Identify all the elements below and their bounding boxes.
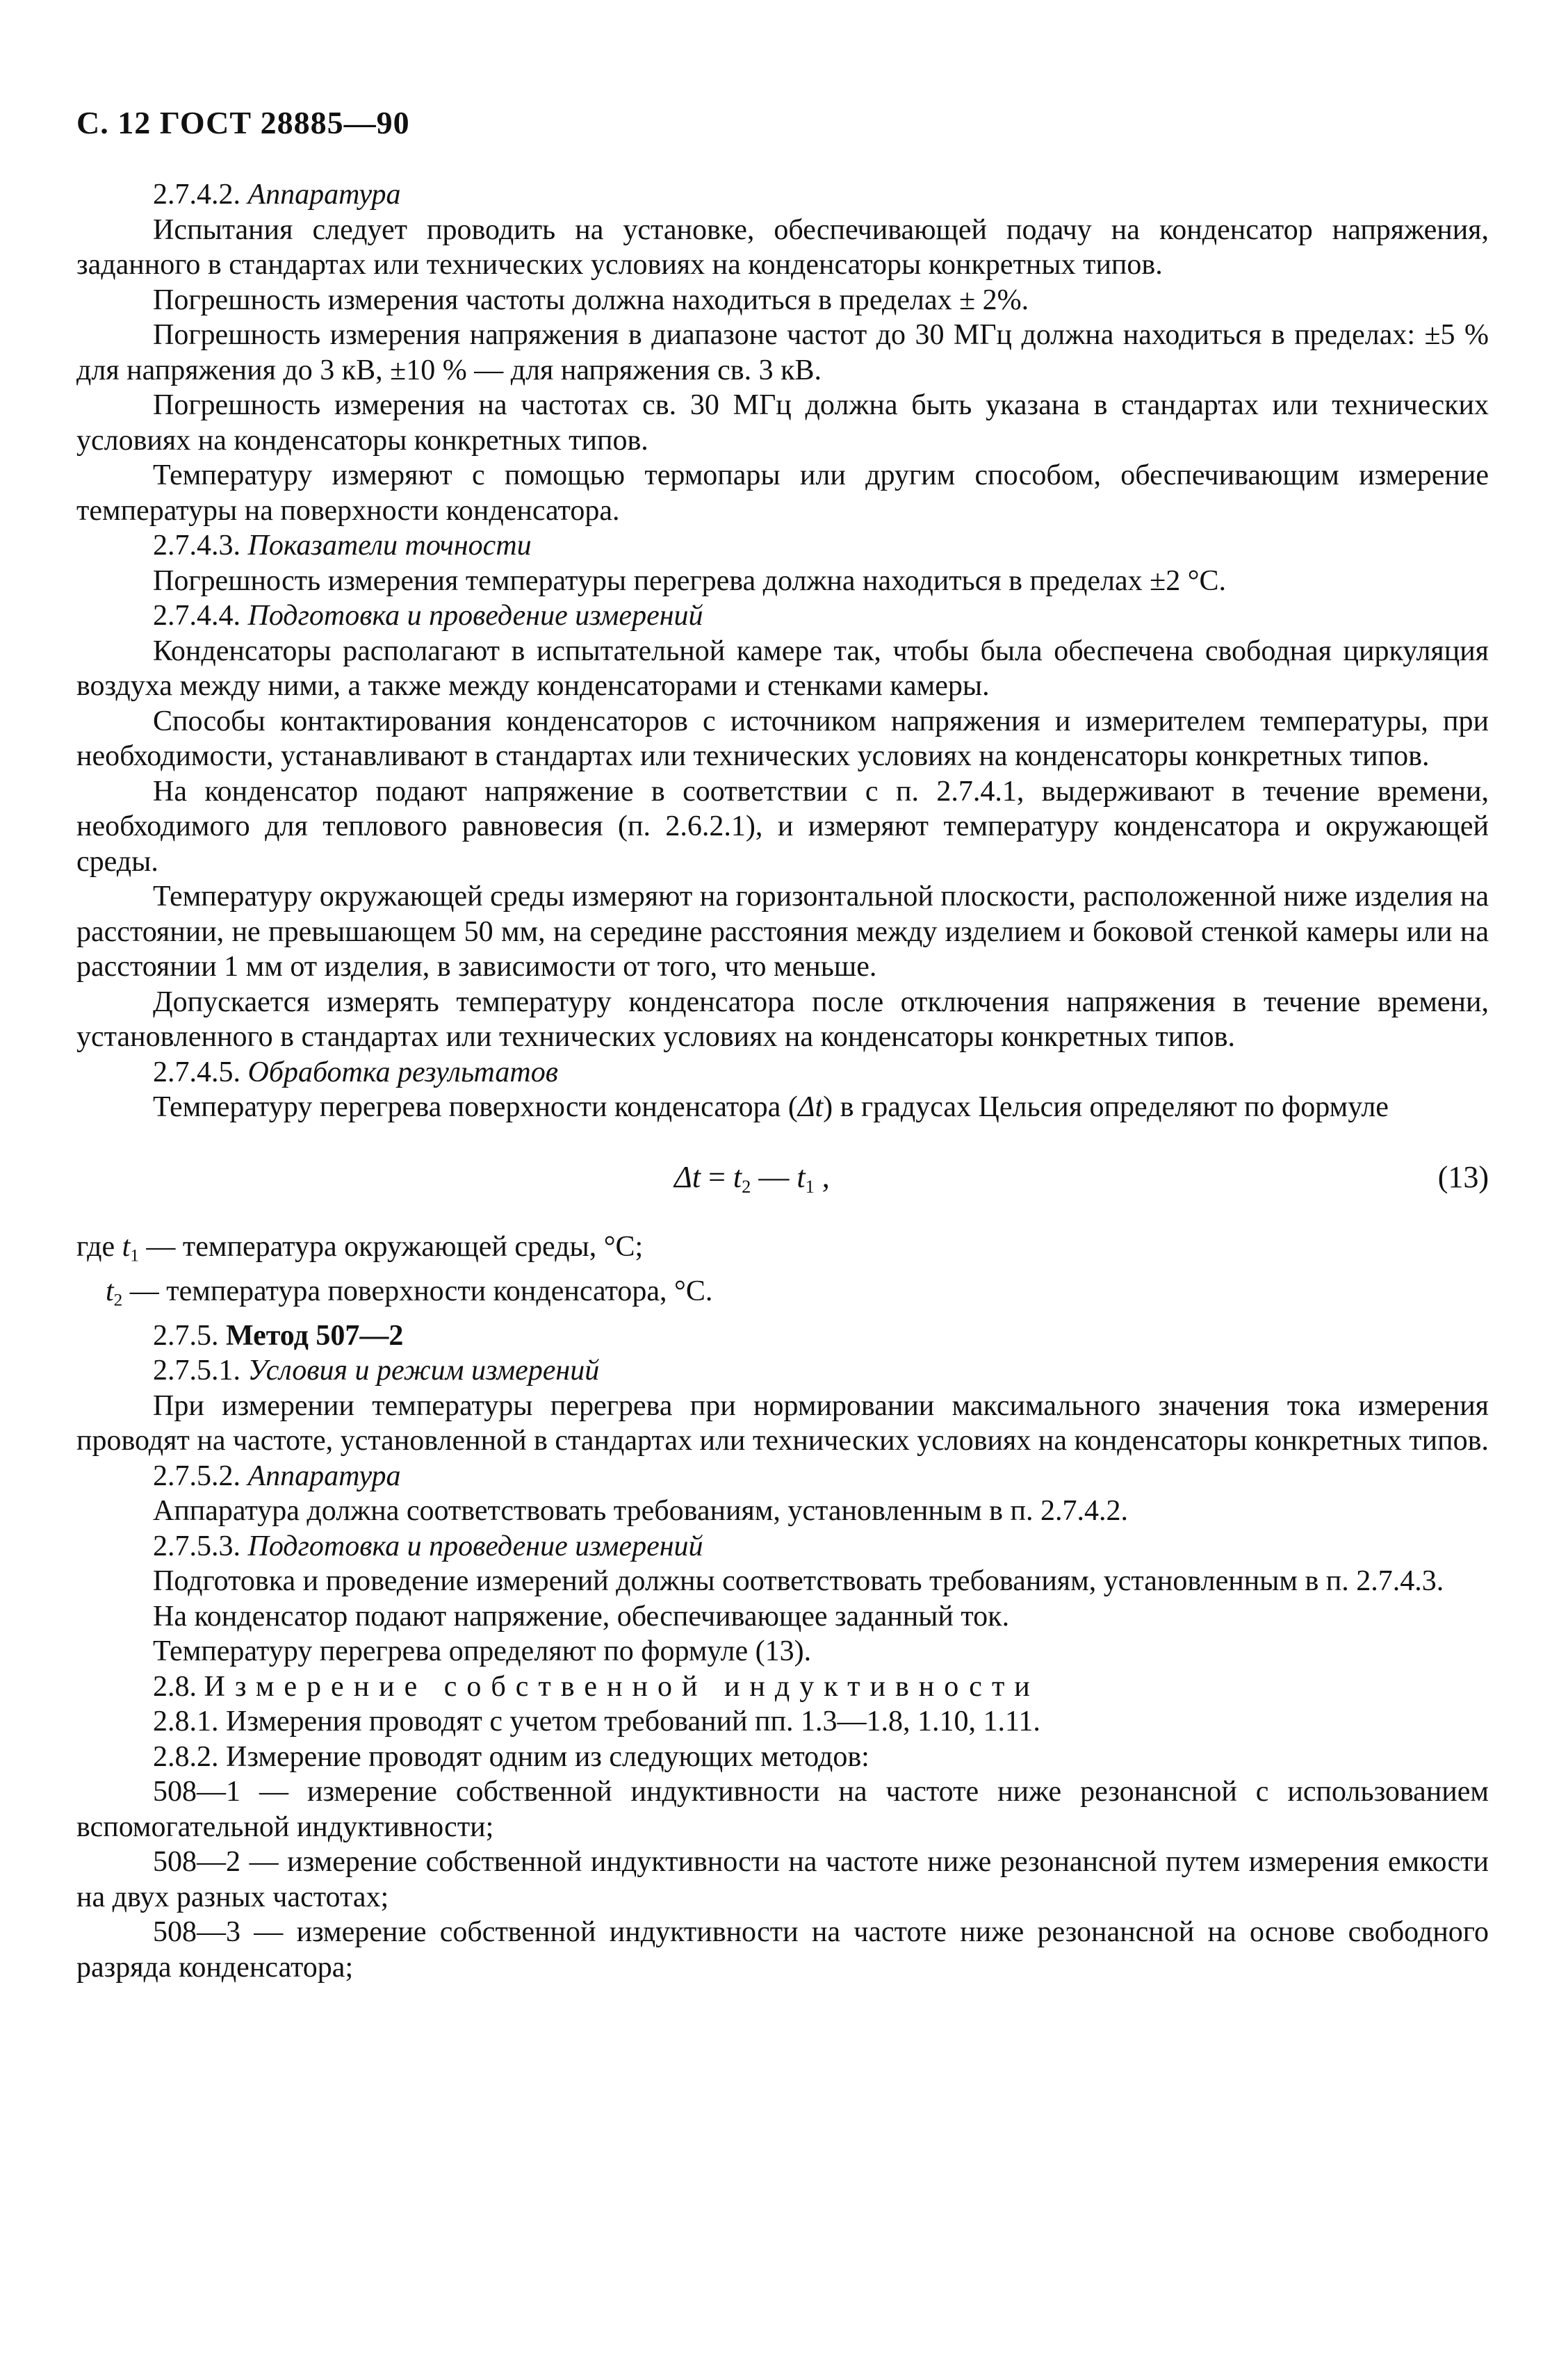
text-part: ) в градусах Цельсия определяют по формуле bbox=[823, 1091, 1389, 1123]
method-item: 508—2 — измерение собственной индуктивности на частоте ниже резонансной путем измерения емкости на двух разных частотах; bbox=[76, 1846, 1489, 1913]
formula-t1-sub: 1 bbox=[805, 1175, 815, 1197]
section-heading-2743 bbox=[76, 528, 1489, 564]
section-title: Подготовка и проведение измерений bbox=[247, 600, 703, 632]
paragraph: Погрешность измерения напряжения в диапазоне частот до 30 МГц должна находиться в пределах: ±5 % для напряжения до 3 кВ, ±10 % — для напряжения св. 3 кВ. bbox=[76, 319, 1489, 386]
document-body bbox=[76, 177, 1489, 1985]
section-title: Измерение собственной индуктивности bbox=[204, 1670, 1040, 1703]
legend-text: — температура поверхности конденсатора, °С. bbox=[122, 1275, 713, 1307]
paragraph: Температуру измеряют с помощью термопары или другим способом, обеспечивающим измерение температуры на поверхности конденсатора. bbox=[76, 459, 1489, 527]
paragraph: Температуру перегрева определяют по формуле (13). bbox=[153, 1635, 812, 1668]
paragraph: Конденсаторы располагают в испытательной камере так, чтобы была обеспечена свободная циркуляция воздуха между ними, а также между конденсаторами и стенками камеры. bbox=[76, 635, 1489, 702]
section-title: Условия и режим измерений bbox=[247, 1355, 600, 1387]
legend-row-t1 bbox=[76, 1229, 1489, 1274]
legend-symbol: t bbox=[106, 1275, 114, 1307]
section-title: Подготовка и проведение измерений bbox=[247, 1530, 703, 1562]
paragraph: На конденсатор подают напряжение, обеспечивающее заданный ток. bbox=[153, 1600, 1010, 1633]
paragraph: Погрешность измерения на частотах св. 30 МГц должна быть указана в стандартах или технических условиях на конденсаторы конкретных типов. bbox=[76, 389, 1489, 457]
section-number: 2.7.5.3. bbox=[153, 1530, 240, 1562]
legend-row-t2 bbox=[76, 1274, 1489, 1318]
section-heading-2742 bbox=[76, 177, 1489, 213]
section-number: 2.7.4.2. bbox=[153, 179, 240, 211]
formula-13 bbox=[76, 1125, 1489, 1229]
paragraph: Погрешность измерения температуры перегрева должна находиться в пределах ±2 °С. bbox=[153, 564, 1227, 597]
formula-symbol: Δt bbox=[797, 1091, 824, 1123]
section-number: 2.7.4.3. bbox=[153, 530, 240, 562]
formula-tail: , bbox=[814, 1159, 830, 1194]
paragraph: На конденсатор подают напряжение в соответствии с п. 2.7.4.1, выдерживают в течение времени, необходимого для теплового равновесия (п. 2.6.2.1), и измеряют температуру конденсатора и окружающей среды. bbox=[76, 775, 1489, 878]
paragraph: Испытания следует проводить на установке, обеспечивающей подачу на конденсатор напряжения, заданного в стандартах или технических условиях на конденсаторы конкретных типов. bbox=[76, 213, 1489, 281]
section-heading-2752 bbox=[76, 1459, 1489, 1494]
legend-symbol-sub: 2 bbox=[113, 1291, 123, 1310]
formula-lhs: Δt bbox=[674, 1159, 701, 1194]
method-item: 508—3 — измерение собственной индуктивности на частоте ниже резонансной на основе свободного разряда конденсатора; bbox=[76, 1916, 1489, 1984]
section-heading-28 bbox=[76, 1669, 1489, 1705]
formula-t2-sub: 2 bbox=[742, 1175, 751, 1197]
section-heading-2744 bbox=[76, 598, 1489, 634]
section-title: Показатели точности bbox=[247, 530, 532, 562]
formula-expression bbox=[674, 1160, 830, 1204]
formula-minus: — bbox=[751, 1159, 797, 1194]
paragraph: Способы контактирования конденсаторов с источником напряжения и измерителем температуры, при необходимости, устанавливают в стандартах или технических условиях на конденсаторы конкретных типов. bbox=[76, 705, 1489, 772]
paragraph: 2.8.2. Измерение проводят одним из следующих методов: bbox=[153, 1740, 869, 1773]
formula-t1: t bbox=[797, 1159, 806, 1194]
section-heading-2745 bbox=[76, 1055, 1489, 1090]
paragraph: Допускается измерять температуру конденсатора после отключения напряжения в течение времени, установленного в стандартах или технических условиях на конденсаторы конкретных типов. bbox=[76, 986, 1489, 1053]
method-item: 508—1 — измерение собственной индуктивности на частоте ниже резонансной с использованием вспомогательной индуктивности; bbox=[76, 1776, 1489, 1843]
section-number: 2.7.5. bbox=[153, 1319, 219, 1352]
formula-equals: = bbox=[701, 1159, 733, 1194]
section-number: 2.7.4.4. bbox=[153, 600, 240, 632]
section-number: 2.7.5.2. bbox=[153, 1460, 240, 1492]
paragraph: Температуру окружающей среды измеряют на горизонтальной плоскости, расположенной ниже изделия на расстоянии, не превышающем 50 мм, на середине расстояния между изделием и боковой стенкой камеры или на расстоянии 1 мм от изделия, в зависимости от того, что меньше. bbox=[76, 881, 1489, 983]
paragraph: Погрешность измерения частоты должна находиться в пределах ± 2%. bbox=[153, 284, 1029, 316]
paragraph: При измерении температуры перегрева при нормировании максимального значения тока измерения проводят на частоте, установленной в стандартах или технических условиях на конденсаторы конкретных типов. bbox=[76, 1389, 1489, 1457]
section-number: 2.7.5.1. bbox=[153, 1355, 240, 1387]
formula-t2: t bbox=[733, 1159, 742, 1194]
paragraph: 2.8.1. Измерения проводят с учетом требований пп. 1.3—1.8, 1.10, 1.11. bbox=[153, 1706, 1040, 1738]
section-number: 2.7.4.5. bbox=[153, 1056, 240, 1088]
page-header: С. 12 ГОСТ 28885—90 bbox=[76, 105, 410, 140]
legend-where: где bbox=[76, 1230, 122, 1263]
section-title: Аппаратура bbox=[247, 179, 401, 211]
legend-text: — температура окружающей среды, °С; bbox=[138, 1230, 644, 1263]
paragraph: Аппаратура должна соответствовать требованиям, установленным в п. 2.7.4.2. bbox=[153, 1495, 1128, 1528]
section-title: Аппаратура bbox=[247, 1460, 401, 1492]
section-number: 2.8. bbox=[153, 1670, 197, 1703]
section-heading-2751 bbox=[76, 1353, 1489, 1389]
paragraph: Подготовка и проведение измерений должны соответствовать требованиям, установленным в п. 2.7.4.3. bbox=[153, 1565, 1444, 1598]
section-heading-2753 bbox=[76, 1529, 1489, 1564]
legend-symbol-sub: 1 bbox=[130, 1246, 139, 1266]
legend-symbol: t bbox=[122, 1230, 131, 1263]
section-title: Метод 507—2 bbox=[226, 1319, 404, 1352]
paragraph bbox=[76, 1090, 1489, 1125]
text-part: Температуру перегрева поверхности конденсатора ( bbox=[153, 1091, 798, 1123]
formula-number: (13) bbox=[1437, 1159, 1489, 1194]
section-heading-275 bbox=[76, 1318, 1489, 1354]
section-title: Обработка результатов bbox=[247, 1056, 558, 1088]
